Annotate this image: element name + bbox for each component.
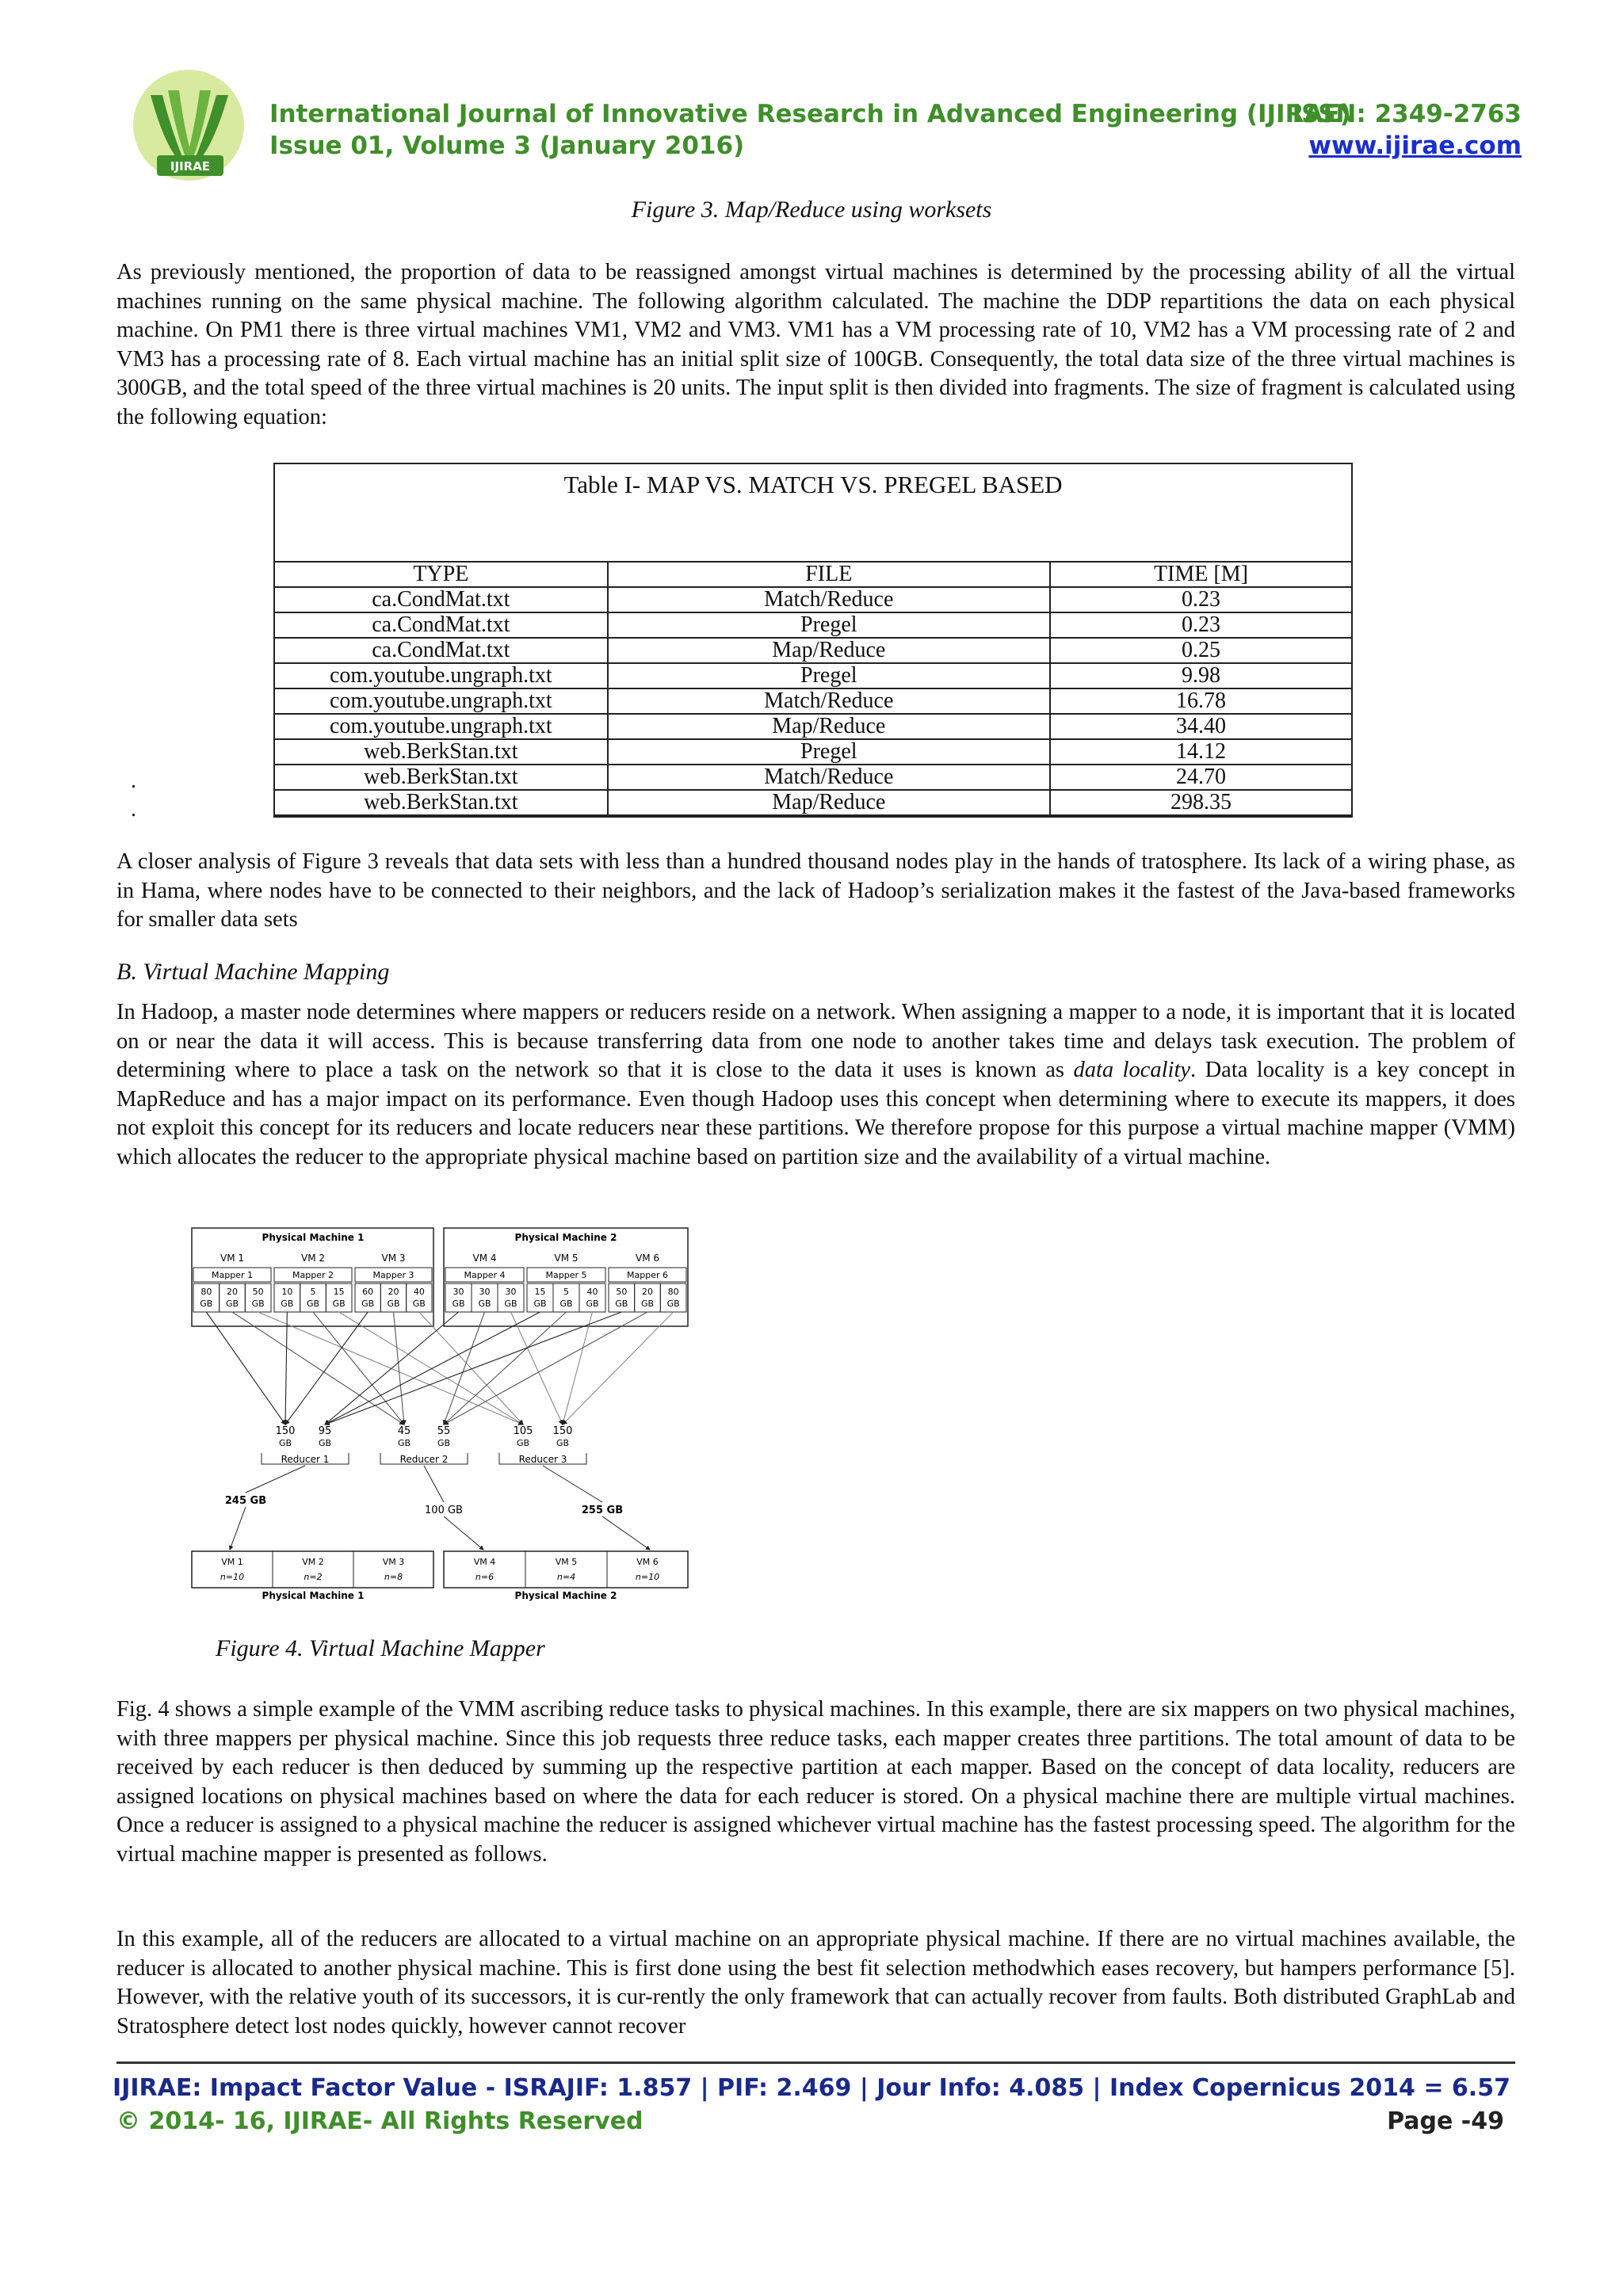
table-cell: Map/Reduce bbox=[608, 714, 1050, 739]
partition-arrow bbox=[511, 1312, 563, 1425]
mapper-label: Mapper 5 bbox=[545, 1270, 587, 1280]
partition-unit: GB bbox=[251, 1299, 265, 1309]
reducer-input-size: 150 bbox=[552, 1425, 573, 1437]
stray-dot: . bbox=[131, 797, 136, 822]
table-row bbox=[274, 765, 1352, 790]
table-header-row bbox=[274, 562, 1352, 587]
reducer-label: Reducer 3 bbox=[518, 1454, 567, 1465]
figure-4-diagram bbox=[190, 1226, 689, 1605]
table-cell: web.BerkStan.txt bbox=[274, 765, 608, 790]
bottom-vm-rate: n=10 bbox=[635, 1572, 660, 1582]
partition-arrow bbox=[325, 1312, 459, 1425]
table-row bbox=[274, 714, 1352, 739]
section-heading-b: B. Virtual Machine Mapping bbox=[116, 959, 390, 985]
table-row bbox=[274, 663, 1352, 688]
reducer-input-unit: GB bbox=[397, 1438, 411, 1448]
table-row bbox=[274, 739, 1352, 765]
partition-value: 20 bbox=[227, 1287, 238, 1297]
table-row bbox=[274, 587, 1352, 612]
partition-value: 80 bbox=[667, 1287, 679, 1297]
total-arrow bbox=[602, 1516, 650, 1550]
issn: ISSN: 2349-2763 bbox=[1292, 100, 1522, 128]
bottom-vm-rate: n=6 bbox=[475, 1572, 495, 1582]
partition-arrow bbox=[285, 1312, 287, 1425]
table-cell: Pregel bbox=[608, 612, 1050, 638]
partition-arrow bbox=[232, 1312, 404, 1425]
table-cell: Map/Reduce bbox=[608, 638, 1050, 663]
reducer-input-unit: GB bbox=[318, 1438, 332, 1448]
pm1-bottom-label: Physical Machine 1 bbox=[262, 1590, 365, 1601]
table-row bbox=[274, 790, 1352, 815]
table-cell: ca.CondMat.txt bbox=[274, 587, 608, 612]
partition-unit: GB bbox=[640, 1299, 655, 1309]
partition-value: 5 bbox=[563, 1287, 569, 1297]
partition-value: 20 bbox=[388, 1287, 399, 1297]
partition-unit: GB bbox=[666, 1299, 680, 1309]
reducer-input-size: 105 bbox=[513, 1425, 533, 1437]
table-row bbox=[274, 688, 1352, 714]
table-cell: Match/Reduce bbox=[608, 688, 1050, 714]
table-cell: 24.70 bbox=[1050, 765, 1352, 790]
table-cell: 0.23 bbox=[1050, 587, 1352, 612]
text-span: In Hadoop, a master node determines where mappers or reducers reside on a network. When assigning a mapper to a node, it is important that it is located on or near the data it will access. This is because transferring data from one node to another takes time and delays task execution. The problem of determining where to place a task on the network so that it is close to the data it uses is known as bbox=[116, 1000, 1515, 1082]
paragraph-vmm-example: Fig. 4 shows a simple example of the VMM ascribing reduce tasks to physical machines. In this example, there are six mappers on two physical machines, with three mappers per physical machine. Since this job requests three reduce tasks, each mapper creates three partitions. The total amount of data to be received by each reducer is then deduced by summing up the respective partition at each mapper. Based on the concept of data locality, reducers are assigned locations on physical machines based on where the data for each reducer is stored. On a physical machine there are multiple virtual machines. Once a reducer is assigned to a physical machine the reducer is assigned whichever virtual machine has the fastest processing speed. The algorithm for the virtual machine mapper is presented as follows. bbox=[116, 1697, 1515, 1867]
partition-unit: GB bbox=[533, 1299, 547, 1309]
totals-group bbox=[225, 1466, 650, 1550]
footer-copyright: © 2014- 16, IJIRAE- All Rights Reserved bbox=[116, 2107, 643, 2135]
pm2-bottom-label: Physical Machine 2 bbox=[514, 1590, 617, 1601]
partition-value: 80 bbox=[200, 1287, 212, 1297]
table-cell: Map/Reduce bbox=[608, 790, 1050, 815]
reducer-input-unit: GB bbox=[556, 1438, 570, 1448]
footer-page-number: Page -49 bbox=[1387, 2107, 1504, 2135]
text-span: . Data locality is a key concept in MapReduce and has a major impact on its performance. Even though Hadoop uses this concept when determining where to execute its mappers, it does not exploit this concept for its reducers and locate reducers near these partitions. We therefore propose for this purpose a virtual machine mapper (VMM) which allocates the reducer to the appropriate physical machine based on partition size and the availability of a virtual machine. bbox=[116, 1058, 1516, 1169]
table-cell: 9.98 bbox=[1050, 663, 1352, 688]
paragraph-figure3-analysis: A closer analysis of Figure 3 reveals that data sets with less than a hundred thousand nodes play in the hands of tratosphere. Its lack of a wiring phase, as in Hama, where nodes have to be connected to their neighbors, and the lack of Hadoop’s serialization makes it the fastest of the Java-based frameworks for smaller data sets bbox=[116, 849, 1515, 932]
total-arrow bbox=[230, 1507, 246, 1550]
partition-arrow bbox=[444, 1312, 485, 1425]
table-row bbox=[274, 638, 1352, 663]
table-cell: 0.23 bbox=[1050, 612, 1352, 638]
table-header-cell: TIME [M] bbox=[1050, 562, 1352, 587]
figure-4-caption: Figure 4. Virtual Machine Mapper bbox=[216, 1635, 545, 1661]
mapper-label: Mapper 4 bbox=[464, 1270, 506, 1280]
partition-value: 30 bbox=[505, 1287, 517, 1297]
total-arrow bbox=[444, 1516, 483, 1550]
reducer-label: Reducer 1 bbox=[281, 1454, 330, 1465]
table-cell: Pregel bbox=[608, 663, 1050, 688]
logo-text: IJIRAE bbox=[170, 159, 211, 174]
reducer-total: 100 GB bbox=[425, 1505, 463, 1516]
stray-dot: . bbox=[131, 769, 136, 793]
table-cell: web.BerkStan.txt bbox=[274, 739, 608, 765]
top-vm-label: VM 1 bbox=[220, 1253, 245, 1264]
bottom-vm-label: VM 4 bbox=[473, 1557, 496, 1567]
reducer-total: 245 GB bbox=[224, 1495, 267, 1507]
top-vm-label: VM 6 bbox=[635, 1253, 660, 1264]
table-header-cell: TYPE bbox=[274, 562, 608, 587]
top-vm-label: VM 2 bbox=[300, 1253, 326, 1264]
bottom-vm-label: VM 2 bbox=[302, 1557, 324, 1567]
partition-unit: GB bbox=[586, 1299, 599, 1309]
table-cell: com.youtube.ungraph.txt bbox=[274, 663, 608, 688]
journal-logo bbox=[127, 63, 254, 182]
pm1-top-label: Physical Machine 1 bbox=[262, 1232, 365, 1243]
table-cell: ca.CondMat.txt bbox=[274, 612, 608, 638]
partition-value: 30 bbox=[453, 1287, 464, 1297]
table-cell: Pregel bbox=[608, 739, 1050, 765]
journal-header bbox=[127, 63, 1522, 182]
partition-value: 15 bbox=[534, 1287, 546, 1297]
partition-value: 20 bbox=[642, 1287, 653, 1297]
table-cell: Match/Reduce bbox=[608, 587, 1050, 612]
partition-unit: GB bbox=[504, 1299, 517, 1309]
partition-arrow bbox=[206, 1312, 285, 1425]
mapper-label: Mapper 1 bbox=[212, 1270, 253, 1280]
partition-unit: GB bbox=[452, 1299, 465, 1309]
table-1 bbox=[273, 463, 1353, 818]
reducer-input-size: 95 bbox=[318, 1425, 332, 1437]
mapper-label: Mapper 6 bbox=[627, 1270, 668, 1280]
reducer-input-unit: GB bbox=[437, 1438, 451, 1448]
reducer-input-unit: GB bbox=[278, 1438, 292, 1448]
table-cell: 14.12 bbox=[1050, 739, 1352, 765]
partition-value: 10 bbox=[281, 1287, 293, 1297]
paragraph-vm-mapping bbox=[116, 998, 1515, 1172]
partition-value: 5 bbox=[310, 1287, 316, 1297]
partition-value: 40 bbox=[413, 1287, 425, 1297]
bottom-vm-rate: n=10 bbox=[220, 1572, 245, 1582]
bottom-vm-rate: n=4 bbox=[556, 1572, 576, 1582]
partition-arrow bbox=[394, 1312, 405, 1425]
reducer-label: Reducer 2 bbox=[399, 1454, 449, 1465]
paragraph-vm-proportion: As previously mentioned, the proportion of data to be reassigned amongst virtual machines is determined by the processing ability of all the virtual machines running on the same physical machine. The following algorithm calculated. The machine the DDP repartitions the data on each physical machine. On PM1 there is three virtual machines VM1, VM2 and VM3. VM1 has a VM processing rate of 10, VM2 has a VM processing rate of 2 and VM3 has a processing rate of 8. Each virtual machine has an initial split size of 100GB. Consequently, the total data size of the three virtual machines is 300GB, and the total speed of the three virtual machines is 20 units. The input split is then divided into fragments. The size of fragment is calculated using the following equation: bbox=[116, 260, 1515, 429]
top-vm-group bbox=[193, 1253, 686, 1312]
partition-unit: GB bbox=[281, 1299, 294, 1309]
partition-unit: GB bbox=[200, 1299, 213, 1309]
table-cell: 298.35 bbox=[1050, 790, 1352, 815]
partition-unit: GB bbox=[332, 1299, 346, 1309]
partition-unit: GB bbox=[412, 1299, 426, 1309]
top-vm-label: VM 4 bbox=[472, 1253, 497, 1264]
reducer-input-size: 55 bbox=[437, 1425, 451, 1437]
table-header-cell: FILE bbox=[608, 562, 1050, 587]
partition-value: 15 bbox=[333, 1287, 345, 1297]
partition-arrow bbox=[444, 1312, 567, 1425]
partition-unit: GB bbox=[361, 1299, 375, 1309]
table-cell: 34.40 bbox=[1050, 714, 1352, 739]
journal-title: International Journal of Innovative Research in Advanced Engineering (IJIRAE) bbox=[269, 100, 1351, 128]
mapper-label: Mapper 3 bbox=[372, 1270, 414, 1280]
table-cell: com.youtube.ungraph.txt bbox=[274, 688, 608, 714]
paragraph-allocation: In this example, all of the reducers are allocated to a virtual machine on an appropriate physical machine. If there are no virtual machines available, the reducer is allocated to another physical machine. This is first done using the best fit selection methodwhich eases recovery, but hampers performance [5]. However, with the relative youth of its successors, it is cur-rently the only framework that can actually recover from faults. Both distributed GraphLab and Stratosphere detect lost nodes quickly, however cannot recover bbox=[116, 1927, 1515, 2039]
partition-value: 40 bbox=[586, 1287, 598, 1297]
journal-issue: Issue 01, Volume 3 (January 2016) bbox=[269, 132, 745, 160]
table-cell: 16.78 bbox=[1050, 688, 1352, 714]
bottom-vm-label: VM 3 bbox=[382, 1557, 405, 1567]
top-vm-label: VM 3 bbox=[381, 1253, 406, 1264]
figure-3-caption: Figure 3. Map/Reduce using worksets bbox=[631, 196, 992, 223]
footer-rule bbox=[116, 2061, 1515, 2064]
table-cell: ca.CondMat.txt bbox=[274, 638, 608, 663]
table-grid bbox=[273, 561, 1353, 816]
partition-value: 50 bbox=[252, 1287, 264, 1297]
bottom-vm-label: VM 1 bbox=[221, 1557, 243, 1567]
reducer-total: 255 GB bbox=[581, 1505, 624, 1516]
partition-value: 50 bbox=[616, 1287, 628, 1297]
table-cell: Match/Reduce bbox=[608, 765, 1050, 790]
table-cell: 0.25 bbox=[1050, 638, 1352, 663]
table-title: Table I- MAP VS. MATCH VS. PREGEL BASED bbox=[563, 471, 1063, 498]
partition-unit: GB bbox=[615, 1299, 628, 1309]
top-vm-label: VM 5 bbox=[554, 1253, 579, 1264]
reducer-input-size: 150 bbox=[275, 1425, 296, 1437]
partition-value: 30 bbox=[479, 1287, 491, 1297]
bottom-vm-label: VM 5 bbox=[555, 1557, 578, 1567]
table-row bbox=[274, 612, 1352, 638]
bottom-vm-group bbox=[192, 1551, 688, 1588]
reducer-input-unit: GB bbox=[516, 1438, 530, 1448]
bottom-vm-rate: n=8 bbox=[384, 1572, 403, 1582]
total-line bbox=[424, 1466, 444, 1502]
partition-arrow bbox=[339, 1312, 523, 1425]
partition-unit: GB bbox=[559, 1299, 573, 1309]
partition-unit: GB bbox=[387, 1299, 400, 1309]
partition-arrows bbox=[206, 1312, 673, 1425]
partition-unit: GB bbox=[478, 1299, 491, 1309]
journal-url-link[interactable]: www.ijirae.com bbox=[1308, 132, 1522, 160]
total-line bbox=[543, 1466, 602, 1502]
bottom-vm-label: VM 6 bbox=[636, 1557, 659, 1567]
partition-unit: GB bbox=[225, 1299, 239, 1309]
table-cell: com.youtube.ungraph.txt bbox=[274, 714, 608, 739]
partition-value: 60 bbox=[362, 1287, 374, 1297]
pm2-top-label: Physical Machine 2 bbox=[514, 1232, 617, 1243]
reducer-input-size: 45 bbox=[397, 1425, 411, 1437]
partition-unit: GB bbox=[306, 1299, 320, 1309]
footer-impact: IJIRAE: Impact Factor Value - ISRAJIF: 1.857 | PIF: 2.469 | Jour Info: 4.085 | Index Copernicus 2014 = 6.57 bbox=[113, 2074, 1510, 2102]
table-cell: web.BerkStan.txt bbox=[274, 790, 608, 815]
mapper-label: Mapper 2 bbox=[292, 1270, 334, 1280]
partition-arrow bbox=[563, 1312, 674, 1425]
reducer-group bbox=[262, 1425, 586, 1465]
italic-term: data locality bbox=[1073, 1058, 1191, 1082]
total-line bbox=[246, 1466, 305, 1493]
bottom-vm-rate: n=2 bbox=[304, 1572, 323, 1582]
